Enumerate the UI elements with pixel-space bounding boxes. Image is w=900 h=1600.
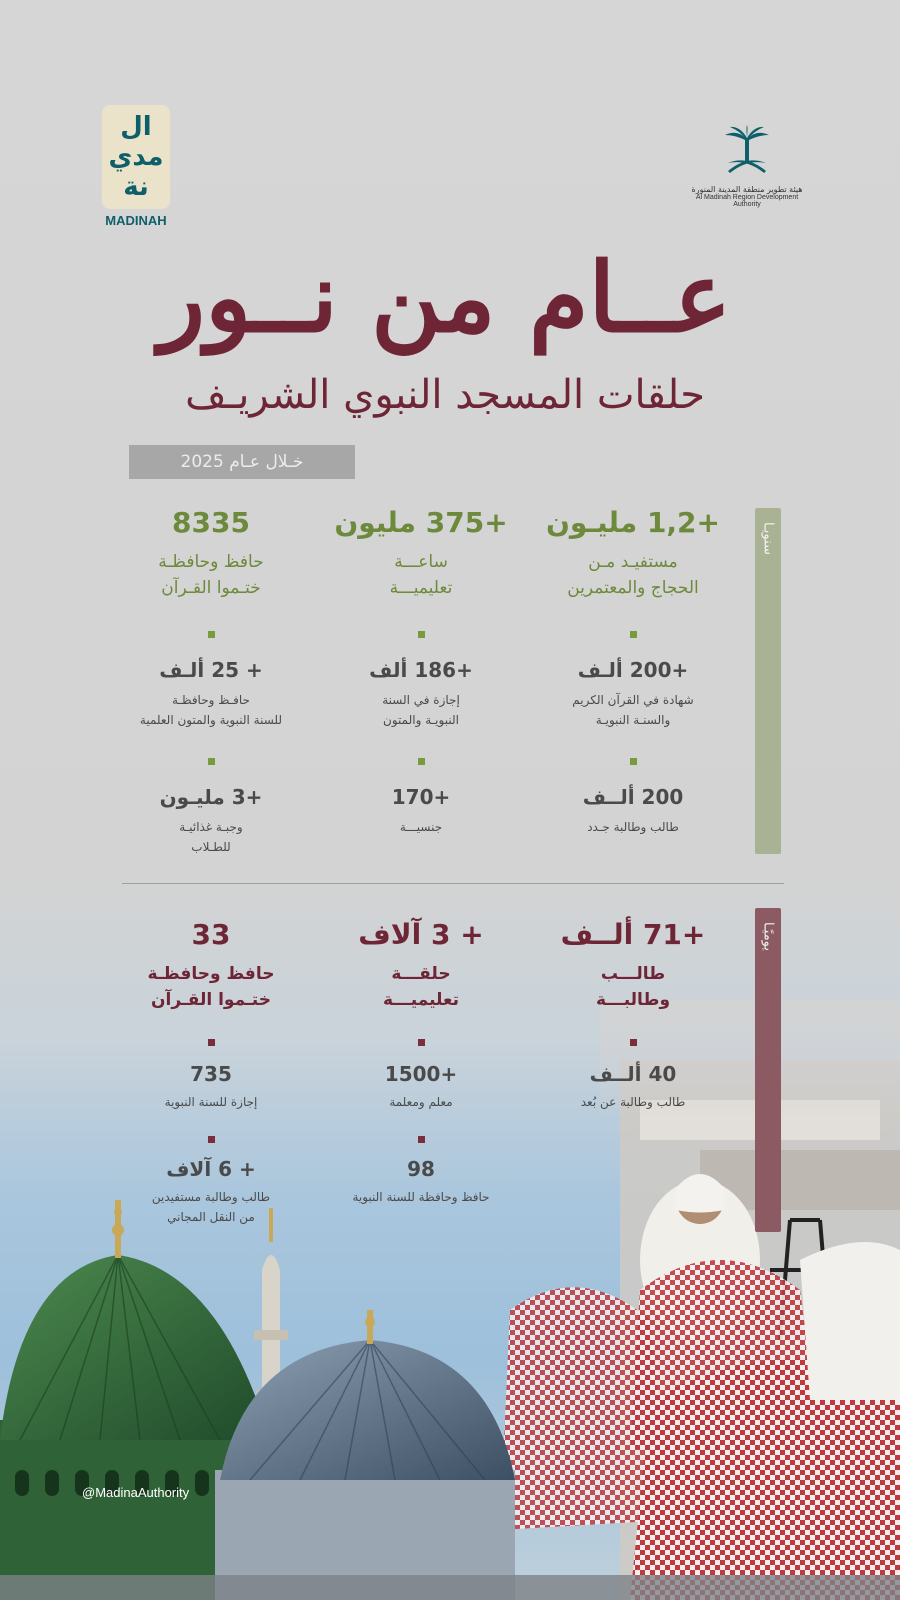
authority-logo: [682, 125, 812, 208]
stat-label-line: إجازة للسنة النبوية: [164, 1095, 258, 1109]
authority-name-en: Al Madinah Region Development Authority: [695, 194, 799, 208]
stat-value: +1500: [384, 1062, 458, 1086]
annual-column-1: [528, 505, 738, 837]
stat-headline: +1,2 مليـون: [545, 506, 721, 539]
stat-label-line: حافظ وحافظـة: [158, 552, 264, 572]
stat-label-line: طالب وطالبة عن بُعد: [580, 1095, 686, 1109]
annual-column-3: [106, 505, 316, 857]
stat-label-line: للسنة النبوية والمتون العلمية: [139, 713, 283, 727]
stat-headline: +375 مليون: [334, 506, 508, 539]
daily-section-bar: [755, 908, 781, 1232]
stat-label-line: من النقل المجاني: [167, 1210, 255, 1224]
bullet-dot: [208, 631, 215, 638]
stat-label-line: جنسيـــة: [399, 820, 443, 834]
page-subtitle: حلقات المسجد النبوي الشريـف: [185, 372, 705, 418]
stat-label-line: حافـظ وحافظـة: [172, 693, 250, 707]
bullet-dot: [208, 1136, 215, 1143]
palm-swords-icon: [722, 125, 772, 177]
section-divider: [122, 883, 784, 884]
bullet-dot: [418, 1136, 425, 1143]
bullet-dot: [630, 1039, 637, 1046]
stat-value: + 25 ألـف: [159, 658, 263, 682]
stat-headline: 8335: [172, 506, 250, 539]
stat-label-line: ختـموا القـرآن: [161, 578, 261, 598]
stat-value: 735: [190, 1062, 232, 1086]
bullet-dot: [208, 758, 215, 765]
stat-value: +170: [391, 785, 451, 809]
stat-value: 98: [407, 1157, 435, 1181]
daily-column-3: [106, 917, 316, 1227]
stat-label-line: معلم ومعلمة: [389, 1095, 453, 1109]
social-handle: @MadinaAuthority: [82, 1485, 190, 1500]
daily-section-label: يوميًـا: [760, 922, 776, 951]
stat-label-line: تعليميـــة: [389, 578, 453, 598]
stat-value: 200 ألــف: [582, 785, 684, 809]
stat-label-line: ختـموا القـرآن: [151, 990, 271, 1010]
stat-label-line: طالب وطالبة مستفيدين: [151, 1190, 271, 1204]
madinah-logo: [100, 105, 172, 228]
stat-label-line: طالـــب: [600, 964, 666, 984]
stat-label-line: والسنـة النبويـة: [595, 713, 671, 727]
stat-label-line: تعليميـــة: [383, 990, 459, 1010]
stat-value: +186 ألف: [369, 658, 473, 682]
stat-label-line: حافظ وحافظة للسنة النبوية: [352, 1190, 490, 1204]
stat-label-line: وطالبـــة: [595, 990, 671, 1010]
stat-label-line: طالب وطالبة جـدد: [587, 820, 679, 834]
year-badge: خـلال عـام 2025: [129, 445, 355, 479]
bullet-dot: [208, 1039, 215, 1046]
stat-label-line: ساعـــة: [394, 552, 448, 572]
stat-label-line: شهادة في القرآن الكريم: [572, 693, 694, 707]
stat-value: 40 ألــف: [589, 1062, 677, 1086]
daily-column-2: [316, 917, 526, 1207]
stat-headline: 33: [191, 918, 231, 951]
stat-value: +3 مليـون: [159, 785, 263, 809]
page-title: عــام من نــور: [158, 241, 732, 354]
authority-name-ar: هيئة تطوير منطقة المدينة المنورة: [691, 185, 803, 194]
stat-label-line: وجبـة غذائيـة: [179, 820, 243, 834]
stat-label-line: للطـلاب: [191, 840, 231, 854]
stat-label-line: حافظ وحافظـة: [147, 964, 275, 984]
bullet-dot: [418, 1039, 425, 1046]
stat-value: + 6 آلاف: [166, 1157, 256, 1181]
stat-headline: +71 ألــف: [560, 918, 706, 951]
stat-label-line: حلقـــة: [391, 964, 451, 984]
bullet-dot: [630, 758, 637, 765]
annual-section-bar: [755, 508, 781, 854]
stat-value: +200 ألـف: [577, 658, 689, 682]
stat-label-line: مستفيـد مـن: [588, 552, 678, 572]
bullet-dot: [418, 631, 425, 638]
stat-label-line: الحجاج والمعتمرين: [567, 578, 699, 598]
daily-column-1: [528, 917, 738, 1112]
bullet-dot: [630, 631, 637, 638]
stat-label-line: النبويـة والمتون: [383, 713, 459, 727]
bullet-dot: [418, 758, 425, 765]
annual-section-label: سنويـا: [760, 522, 776, 555]
stat-headline: + 3 آلاف: [358, 918, 484, 951]
madinah-logo-mark: ال مدي نة: [102, 105, 170, 209]
stat-label-line: إجازة في السنة: [382, 693, 460, 707]
annual-column-2: [316, 505, 526, 837]
madinah-logo-caption: MADINAH: [105, 213, 167, 228]
